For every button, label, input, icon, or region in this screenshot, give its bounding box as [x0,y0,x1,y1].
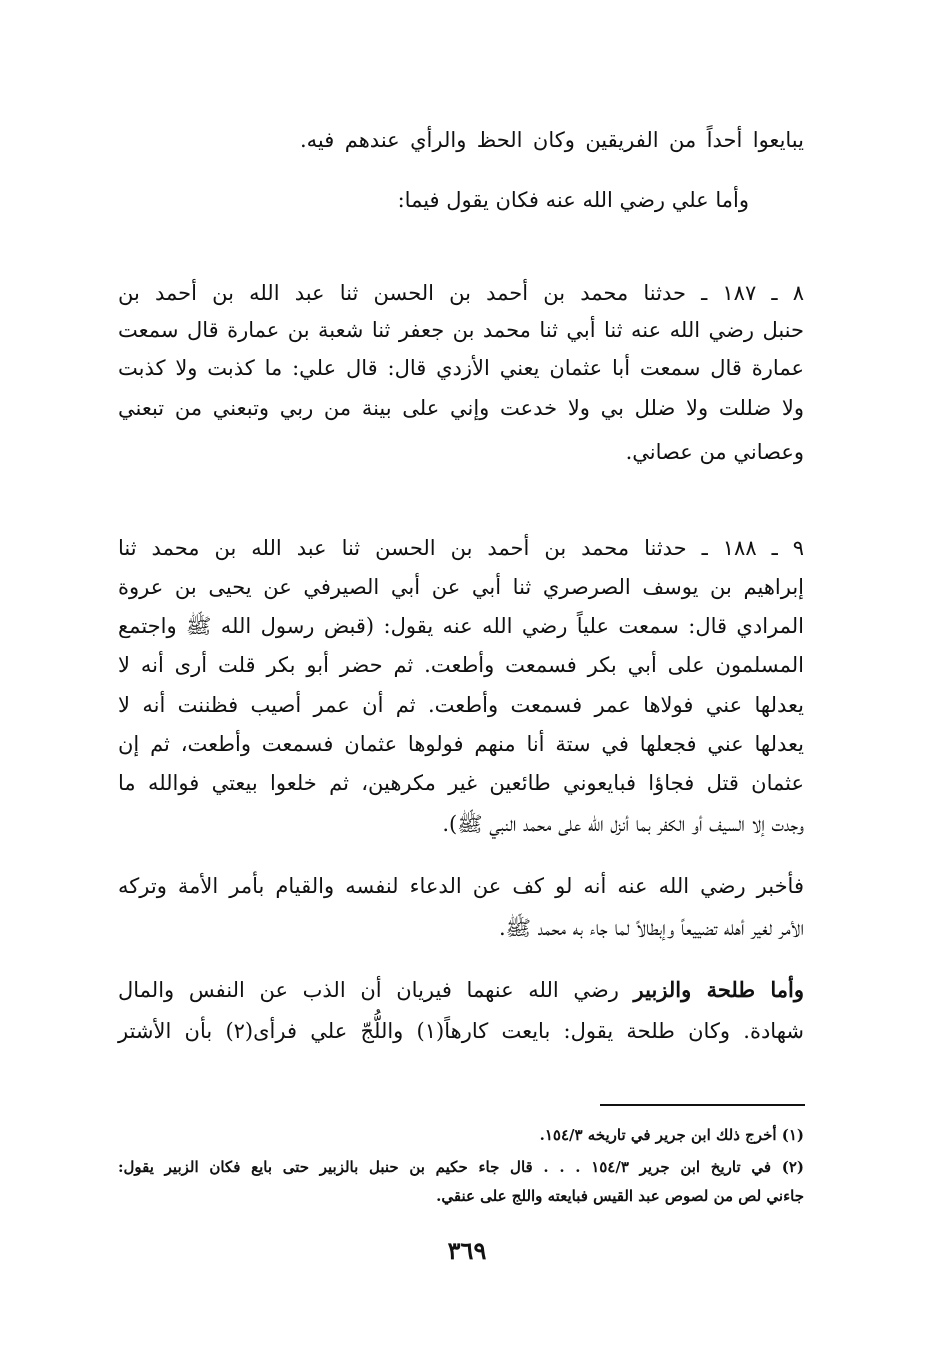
text-line: المسلمون على أبي بكر فسمعت وأطعت. ثم حضر أبو بكر قلت أرى أنه لا [118,653,804,677]
text-line: عثمان قتل فجاؤا فبايعوني طائعين غير مكرهين، ثم خلعوا بيعتي فوالله ما [118,771,804,795]
page-number: ٣٦٩ [447,1236,487,1265]
text-line: يعدلها عني فولاها عمر فسمعت وأطعت. ثم أن عمر أصيب فظننت أنه لا [118,693,804,717]
footnote-1: (١) أخرج ذلك ابن جرير في تاريخه ١٥٤/٣. [539,1126,804,1144]
footnote-divider [600,1104,805,1106]
bold-heading: وأما طلحة والزبير [633,977,804,1002]
text-line: فأخبر رضي الله عنه أنه لو كف عن الدعاء لنفسه والقيام بأمر الأمة وتركه [118,874,804,898]
text-line [118,975,804,1005]
text-line: وعصاني من عصاني. [625,440,804,464]
text-line: إبراهيم بن يوسف الصرصري ثنا أبي عن أبي الصيرفي عن يحيى بن عروة [118,575,804,599]
text-line: وجدت إلا السيف أو الكفر بما أنزل الله على محمد النبي ﷺ). [442,812,804,836]
text-line: شهادة. وكان طلحة يقول: بايعت كارهاً(١) واللُّجّ علي فرأى(٢) بأن الأشتر [118,1019,804,1043]
footnote-2: (٢) في تاريخ ابن جرير ١٥٤/٣ . . . قال جاء حكيم بن حنبل بالزبير حتى بايع فكان الزبير يقول: [118,1158,804,1176]
text-line: وأما علي رضي الله عنه فكان يقول فيما: [397,188,749,212]
text-line: عمارة قال سمعت أبا عثمان يعني الأزدي قال: قال علي: ما كذبت ولا كذبت [118,356,804,380]
text-line: ولا ضللت ولا ضلل بي ولا خدعت وإني على بينة من ربي وتبعني من تبعني [118,396,804,420]
text-line: يعدلها عني فجعلها في ستة أنا منهم فولوها عثمان فسمعت وأطعت، ثم إن [118,732,804,756]
text-line: ٩ ـ ١٨٨ ـ حدثنا محمد بن أحمد بن الحسن ثنا عبد الله بن محمد ثنا [118,536,804,560]
text-line: المرادي قال: سمعت علياً رضي الله عنه يقول: (قبض رسول الله ﷺ واجتمع [118,614,804,638]
text-line: يبايعوا أحداً من الفريقين وكان الحظ والرأي عندهم فيه. [300,128,804,152]
text-span: رضي الله عنهما فيريان أن الذب عن النفس والمال [118,978,634,1002]
text-line: حنبل رضي الله عنه ثنا أبي ثنا محمد بن جعفر ثنا شعبة بن عمارة قال سمعت [118,318,804,342]
footnote-2-cont: جاءني لص من لصوص عبد القيس فبايعته واللج على عنقي. [436,1187,804,1205]
text-line: ٨ ـ ١٨٧ ـ حدثنا محمد بن أحمد بن الحسن ثنا عبد الله بن أحمد بن [118,281,804,305]
text-line: الأمر لغير أهله تضييعاً وإبطالاً لما جاء به محمد ﷺ. [498,916,804,940]
